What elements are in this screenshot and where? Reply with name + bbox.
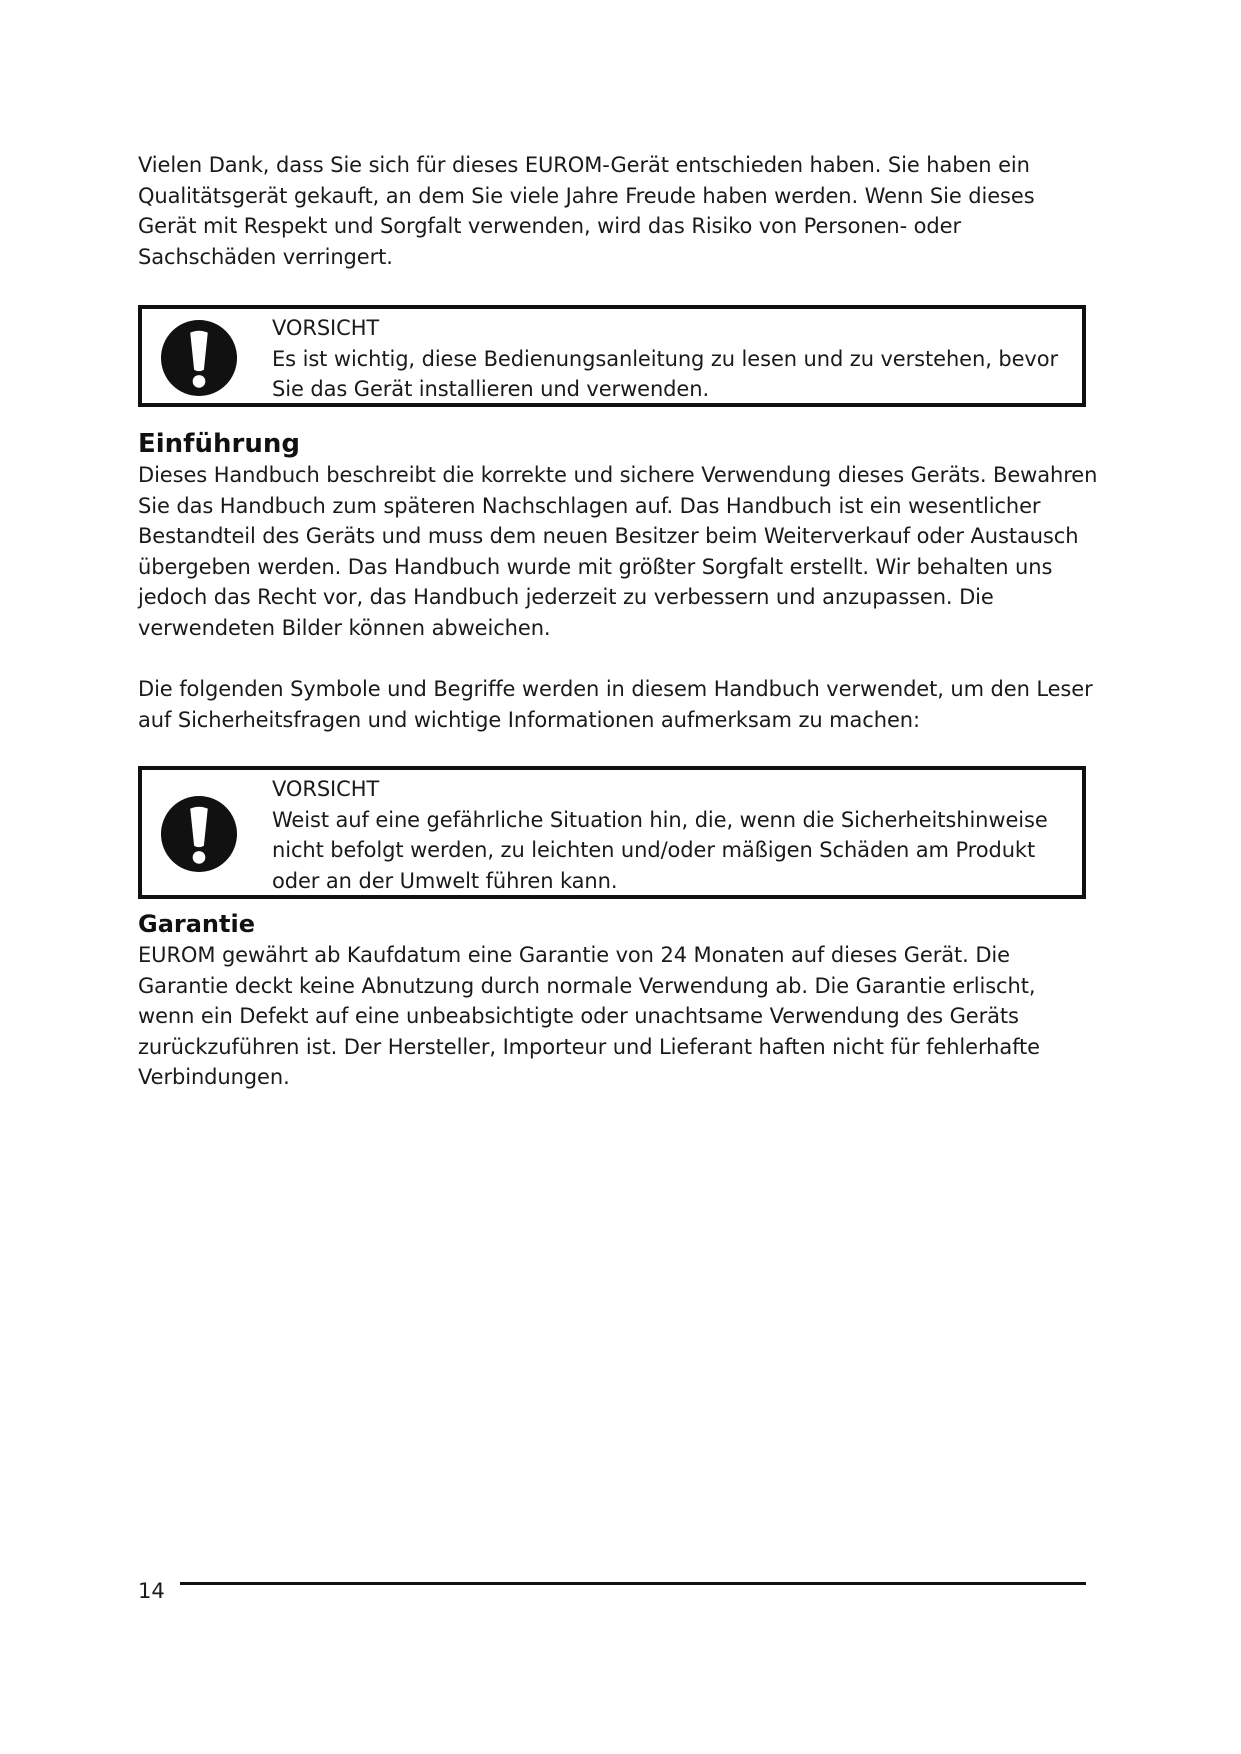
caution-description: Weist auf eine gefährliche Situation hin, die, wenn die Sicherheitshinweise nicht befolgt werden, zu leichten und/oder mäßigen Schäden am Produkt oder an der Umwelt führen kann.: [272, 807, 1048, 893]
symbols-intro-paragraph: Die folgenden Symbole und Begriffe werden in diesem Handbuch verwendet, um den Leser auf Sicherheitsfragen und wichtige Informationen aufmerksam zu machen:: [138, 677, 1093, 732]
einfuehrung-paragraph: Dieses Handbuch beschreibt die korrekte und sichere Verwendung dieses Geräts. Bewahren Sie das Handbuch zum späteren Nachschlagen auf. Das Handbuch ist ein wesentlicher Bestandteil des Geräts und muss dem neuen Besitzer beim Weiterverkauf oder Austausch übergeben werden. Das Handbuch wurde mit größter Sorgfalt erstellt. Wir behalten uns jedoch das Recht vor, das Handbuch jederzeit zu verbessern und anzupassen. Die verwendeten Bilder können abweichen.: [138, 463, 1098, 640]
caution-text-block: [272, 313, 1070, 405]
caution-title: VORSICHT: [272, 316, 380, 340]
caution-box: [138, 305, 1086, 407]
exclamation-circle-icon: [160, 319, 238, 397]
footer-divider: [180, 1582, 1086, 1585]
page-number: 14: [138, 1579, 165, 1603]
caution-title: VORSICHT: [272, 777, 380, 801]
section-heading-garantie: Garantie: [138, 910, 255, 938]
section-heading-einfuehrung: Einführung: [138, 429, 300, 459]
exclamation-circle-icon: [160, 795, 238, 873]
caution-box: [138, 766, 1086, 899]
caution-text-block: [272, 774, 1070, 896]
caution-description: Es ist wichtig, diese Bedienungsanleitung zu lesen und zu verstehen, bevor Sie das Gerät installieren und verwenden.: [272, 346, 1059, 402]
intro-paragraph: Vielen Dank, dass Sie sich für dieses EUROM-Gerät entschieden haben. Sie haben ein Qualitätsgerät gekauft, an dem Sie viele Jahre Freude haben werden. Wenn Sie dieses Gerät mit Respekt und Sorgfalt verwenden, wird das Risiko von Personen- oder Sachschäden verringert.: [138, 153, 1035, 269]
garantie-paragraph: EUROM gewährt ab Kaufdatum eine Garantie von 24 Monaten auf dieses Gerät. Die Garantie deckt keine Abnutzung durch normale Verwendung ab. Die Garantie erlischt, wenn ein Defekt auf eine unbeabsichtigte oder unachtsame Verwendung des Geräts zurückzuführen ist. Der Hersteller, Importeur und Lieferant haften nicht für fehlerhafte Verbindungen.: [138, 943, 1040, 1090]
